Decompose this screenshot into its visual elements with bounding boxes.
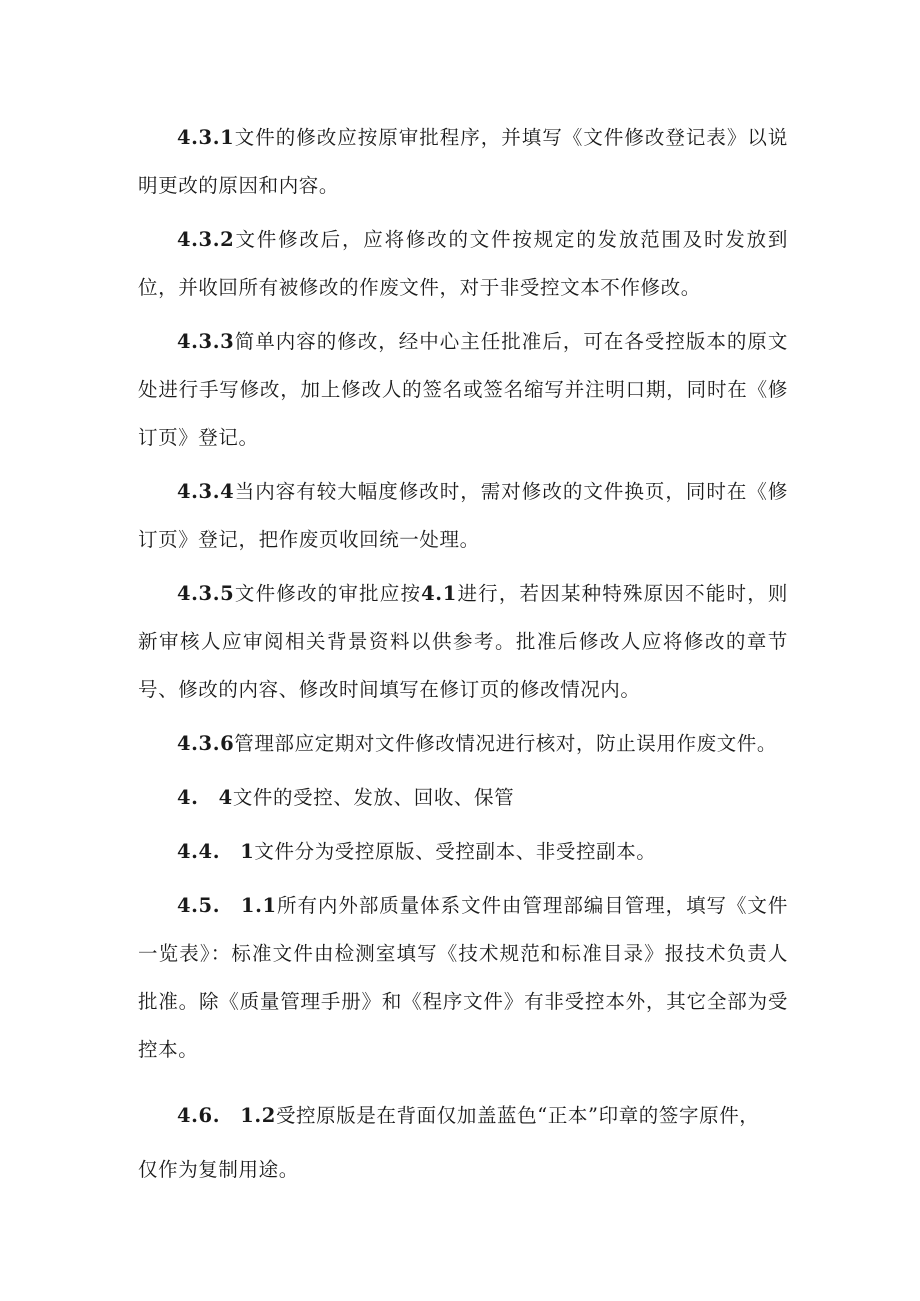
section-number: 4.3.2 — [177, 228, 235, 251]
paragraph-4-4-heading — [138, 774, 788, 822]
section-number: 4.5. 1.1 — [177, 894, 277, 917]
paragraph-text: 简单内容的修改，经中心主任批准后，可在各受控版本的原文处进行手写修改，加上修改人的签名或签名缩写并注明口期，同时在《修订页》登记。 — [138, 330, 788, 449]
section-number: 4.3.3 — [177, 330, 235, 353]
section-number: 4.3.5 — [177, 582, 235, 605]
paragraph-4-3-5 — [138, 570, 788, 714]
paragraph-4-5-1-1 — [138, 882, 788, 1074]
paragraph-text: 文件修改后，应将修改的文件按规定的发放范围及时发放到位，并收回所有被修改的作废文件，对于非受控文本不作修改。 — [138, 228, 788, 299]
document-body — [138, 114, 788, 1194]
paragraph-4-3-3 — [138, 318, 788, 462]
paragraph-text: 文件修改的审批应按 — [234, 582, 422, 605]
paragraph-4-4-1 — [138, 828, 788, 876]
paragraph-text: 当内容有较大幅度修改时，需对修改的文件换页，同时在《修订页》登记，把作废页收回统一处理。 — [138, 480, 788, 551]
paragraph-4-3-6 — [138, 720, 788, 768]
paragraph-4-3-1 — [138, 114, 788, 210]
paragraph-4-6-1-2 — [138, 1092, 788, 1194]
section-number: 4.6. 1.2 — [177, 1104, 276, 1127]
paragraph-text: 文件的修改应按原审批程序，并填写《文件修改登记表》以说明更改的原因和内容。 — [138, 126, 788, 197]
section-number: 4.3.6 — [177, 732, 235, 755]
section-number: 4.3.1 — [177, 126, 235, 149]
section-reference: 4.1 — [421, 582, 457, 605]
paragraph-4-3-2 — [138, 216, 788, 312]
paragraph-text-continued: 进行，若因某种特殊原因不能时，则新审核人应审阅相关背景资料以供参考。批准后修改人应将修改的章节号、修改的内容、修改时间填写在修订页的修改情况内。 — [138, 582, 788, 701]
paragraph-text: 所有内外部质量体系文件由管理部编目管理，填写《文件一览表》：标准文件由检测室填写《技术规范和标准目录》报技术负责人批准。除《质量管理手册》和《程序文件》有非受控本外，其它全部为受控本。 — [138, 894, 788, 1061]
paragraph-4-3-4 — [138, 468, 788, 564]
paragraph-text: 文件的受控、发放、回收、保管 — [232, 786, 515, 809]
paragraph-text: 文件分为受控原版、受控副本、非受控副本。 — [254, 840, 657, 863]
section-number: 4.3.4 — [177, 480, 235, 503]
paragraph-line-2 — [138, 1146, 788, 1194]
section-number: 4.4. 1 — [177, 840, 255, 863]
paragraph-text: 管理部应定期对文件修改情况进行核对，防止误用作废文件。 — [234, 732, 777, 755]
section-number: 4. 4 — [177, 786, 233, 809]
paragraph-text-continued: 仅作为复制用途。 — [138, 1158, 299, 1181]
paragraph-line-1 — [138, 1092, 788, 1140]
paragraph-text: 受控原版是在背面仅加盖蓝色“正本”印章的签字原件， — [275, 1104, 760, 1127]
